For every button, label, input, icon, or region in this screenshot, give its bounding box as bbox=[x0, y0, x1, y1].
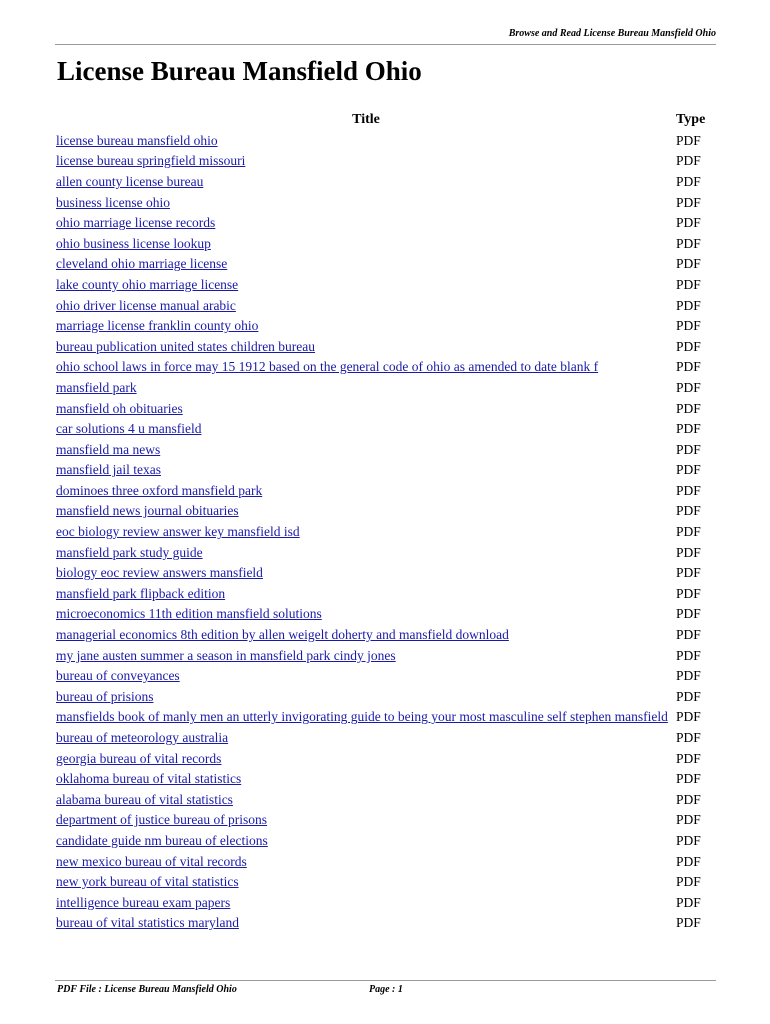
title-cell bbox=[56, 624, 676, 645]
type-cell: PDF bbox=[676, 256, 701, 272]
title-cell bbox=[56, 460, 676, 481]
document-link[interactable]: mansfield ma news bbox=[56, 441, 161, 457]
table-row bbox=[56, 624, 716, 645]
type-cell: PDF bbox=[676, 627, 701, 643]
document-link[interactable]: bureau publication united states children bureau bbox=[56, 338, 316, 354]
table-row bbox=[56, 707, 716, 728]
table-row bbox=[56, 377, 716, 398]
type-cell: PDF bbox=[676, 297, 701, 313]
document-link[interactable]: mansfield park bbox=[56, 379, 137, 395]
table-row bbox=[56, 151, 716, 172]
title-cell bbox=[56, 357, 676, 378]
table-row bbox=[56, 521, 716, 542]
table-row bbox=[56, 851, 716, 872]
title-cell bbox=[56, 501, 676, 522]
document-link[interactable]: georgia bureau of vital records bbox=[56, 750, 222, 766]
document-link[interactable]: license bureau springfield missouri bbox=[56, 153, 246, 169]
footer-divider bbox=[55, 980, 716, 981]
document-link[interactable]: license bureau mansfield ohio bbox=[56, 132, 218, 148]
type-cell: PDF bbox=[676, 153, 701, 169]
document-link[interactable]: ohio school laws in force may 15 1912 based on the general code of ohio as amended to date blank f bbox=[56, 359, 599, 375]
type-cell: PDF bbox=[676, 647, 701, 663]
footer-page-label: Page : 1 bbox=[369, 984, 403, 995]
document-link[interactable]: alabama bureau of vital statistics bbox=[56, 791, 233, 807]
type-cell: PDF bbox=[676, 688, 701, 704]
title-cell bbox=[56, 398, 676, 419]
table-row bbox=[56, 254, 716, 275]
table-row bbox=[56, 480, 716, 501]
type-cell: PDF bbox=[676, 915, 701, 931]
type-cell: PDF bbox=[676, 812, 701, 828]
document-link[interactable]: bureau of vital statistics maryland bbox=[56, 915, 239, 931]
title-cell bbox=[56, 480, 676, 501]
type-column-header: Type bbox=[676, 111, 706, 127]
title-cell bbox=[56, 212, 676, 233]
type-cell: PDF bbox=[676, 276, 701, 292]
table-row bbox=[56, 357, 716, 378]
type-cell: PDF bbox=[676, 730, 701, 746]
title-cell bbox=[56, 521, 676, 542]
type-cell: PDF bbox=[676, 524, 701, 540]
title-cell bbox=[56, 830, 676, 851]
table-row bbox=[56, 768, 716, 789]
table-row bbox=[56, 871, 716, 892]
document-link[interactable]: bureau of conveyances bbox=[56, 668, 180, 684]
title-cell bbox=[56, 254, 676, 275]
table-header-row bbox=[56, 110, 716, 130]
document-link[interactable]: mansfield news journal obituaries bbox=[56, 503, 239, 519]
type-cell: PDF bbox=[676, 462, 701, 478]
table-row bbox=[56, 418, 716, 439]
type-cell: PDF bbox=[676, 709, 701, 725]
document-link[interactable]: eoc biology review answer key mansfield isd bbox=[56, 524, 300, 540]
title-cell bbox=[56, 439, 676, 460]
table-row bbox=[56, 398, 716, 419]
document-link[interactable]: mansfield jail texas bbox=[56, 462, 161, 478]
title-cell bbox=[56, 645, 676, 666]
type-cell: PDF bbox=[676, 503, 701, 519]
table-row bbox=[56, 336, 716, 357]
table-row bbox=[56, 686, 716, 707]
table-row bbox=[56, 665, 716, 686]
document-link[interactable]: dominoes three oxford mansfield park bbox=[56, 482, 263, 498]
type-cell: PDF bbox=[676, 318, 701, 334]
table-row bbox=[56, 295, 716, 316]
document-link[interactable]: allen county license bureau bbox=[56, 173, 204, 189]
document-link[interactable]: biology eoc review answers mansfield bbox=[56, 565, 263, 581]
title-cell bbox=[56, 233, 676, 254]
type-cell: PDF bbox=[676, 235, 701, 251]
type-cell: PDF bbox=[676, 173, 701, 189]
type-cell: PDF bbox=[676, 874, 701, 890]
type-cell: PDF bbox=[676, 791, 701, 807]
document-list-table bbox=[56, 110, 716, 933]
type-cell: PDF bbox=[676, 359, 701, 375]
document-link[interactable]: oklahoma bureau of vital statistics bbox=[56, 771, 242, 787]
table-row bbox=[56, 192, 716, 213]
type-cell: PDF bbox=[676, 132, 701, 148]
table-row bbox=[56, 583, 716, 604]
table-row bbox=[56, 212, 716, 233]
table-row bbox=[56, 748, 716, 769]
title-cell bbox=[56, 562, 676, 583]
title-cell bbox=[56, 418, 676, 439]
title-cell bbox=[56, 377, 676, 398]
title-cell bbox=[56, 274, 676, 295]
table-body bbox=[56, 130, 716, 933]
document-link[interactable]: intelligence bureau exam papers bbox=[56, 894, 231, 910]
table-row bbox=[56, 810, 716, 831]
table-row bbox=[56, 604, 716, 625]
document-link[interactable]: car solutions 4 u mansfield bbox=[56, 421, 202, 437]
document-link[interactable]: department of justice bureau of prisons bbox=[56, 812, 268, 828]
document-link[interactable]: bureau of meteorology australia bbox=[56, 730, 229, 746]
table-row bbox=[56, 460, 716, 481]
document-link[interactable]: bureau of prisions bbox=[56, 688, 154, 704]
title-cell bbox=[56, 686, 676, 707]
type-cell: PDF bbox=[676, 832, 701, 848]
title-cell bbox=[56, 315, 676, 336]
type-cell: PDF bbox=[676, 565, 701, 581]
document-link[interactable]: candidate guide nm bureau of elections bbox=[56, 832, 268, 848]
type-cell: PDF bbox=[676, 194, 701, 210]
footer-file-label: PDF File : License Bureau Mansfield Ohio bbox=[57, 984, 237, 995]
type-cell: PDF bbox=[676, 771, 701, 787]
title-cell bbox=[56, 151, 676, 172]
title-cell bbox=[56, 542, 676, 563]
type-cell: PDF bbox=[676, 606, 701, 622]
document-link[interactable]: mansfield oh obituaries bbox=[56, 400, 183, 416]
title-cell bbox=[56, 789, 676, 810]
document-link[interactable]: mansfield park study guide bbox=[56, 544, 203, 560]
type-cell: PDF bbox=[676, 338, 701, 354]
table-row bbox=[56, 892, 716, 913]
table-row bbox=[56, 727, 716, 748]
title-cell bbox=[56, 913, 676, 934]
document-link[interactable]: new mexico bureau of vital records bbox=[56, 853, 247, 869]
type-cell: PDF bbox=[676, 400, 701, 416]
document-link[interactable]: microeconomics 11th edition mansfield solutions bbox=[56, 606, 322, 622]
title-cell bbox=[56, 707, 676, 728]
document-link[interactable]: my jane austen summer a season in mansfield park cindy jones bbox=[56, 647, 396, 663]
table-row bbox=[56, 439, 716, 460]
table-row bbox=[56, 830, 716, 851]
document-link[interactable]: cleveland ohio marriage license bbox=[56, 256, 228, 272]
table-row bbox=[56, 233, 716, 254]
title-cell bbox=[56, 768, 676, 789]
title-cell bbox=[56, 336, 676, 357]
type-cell: PDF bbox=[676, 544, 701, 560]
title-column-header: Title bbox=[352, 111, 380, 127]
title-cell bbox=[56, 748, 676, 769]
title-cell bbox=[56, 171, 676, 192]
running-header: Browse and Read License Bureau Mansfield Ohio bbox=[508, 28, 716, 39]
type-cell: PDF bbox=[676, 585, 701, 601]
table-row bbox=[56, 789, 716, 810]
table-row bbox=[56, 501, 716, 522]
table-row bbox=[56, 645, 716, 666]
title-cell bbox=[56, 130, 676, 151]
table-row bbox=[56, 562, 716, 583]
title-cell bbox=[56, 295, 676, 316]
document-link[interactable]: ohio marriage license records bbox=[56, 215, 216, 231]
type-cell: PDF bbox=[676, 853, 701, 869]
document-link[interactable]: ohio business license lookup bbox=[56, 235, 211, 251]
title-cell bbox=[56, 810, 676, 831]
title-cell bbox=[56, 871, 676, 892]
table-row bbox=[56, 274, 716, 295]
header-divider bbox=[55, 44, 716, 45]
document-link[interactable]: business license ohio bbox=[56, 194, 170, 210]
table-row bbox=[56, 542, 716, 563]
table-row bbox=[56, 913, 716, 934]
title-cell bbox=[56, 727, 676, 748]
title-cell bbox=[56, 192, 676, 213]
table-row bbox=[56, 315, 716, 336]
document-link[interactable]: mansfields book of manly men an utterly invigorating guide to being your most masculine self stephen mansfield bbox=[56, 709, 668, 725]
page-title: License Bureau Mansfield Ohio bbox=[57, 56, 422, 86]
type-cell: PDF bbox=[676, 894, 701, 910]
type-cell: PDF bbox=[676, 379, 701, 395]
title-cell bbox=[56, 583, 676, 604]
document-link[interactable]: ohio driver license manual arabic bbox=[56, 297, 236, 313]
title-cell bbox=[56, 892, 676, 913]
title-cell bbox=[56, 604, 676, 625]
document-link[interactable]: new york bureau of vital statistics bbox=[56, 874, 239, 890]
type-cell: PDF bbox=[676, 215, 701, 231]
type-cell: PDF bbox=[676, 441, 701, 457]
title-cell bbox=[56, 665, 676, 686]
type-cell: PDF bbox=[676, 668, 701, 684]
table-row bbox=[56, 130, 716, 151]
document-link[interactable]: managerial economics 8th edition by allen weigelt doherty and mansfield download bbox=[56, 627, 509, 643]
type-cell: PDF bbox=[676, 421, 701, 437]
type-cell: PDF bbox=[676, 482, 701, 498]
title-cell bbox=[56, 851, 676, 872]
document-link[interactable]: marriage license franklin county ohio bbox=[56, 318, 259, 334]
table-row bbox=[56, 171, 716, 192]
document-link[interactable]: lake county ohio marriage license bbox=[56, 276, 239, 292]
document-link[interactable]: mansfield park flipback edition bbox=[56, 585, 226, 601]
type-cell: PDF bbox=[676, 750, 701, 766]
